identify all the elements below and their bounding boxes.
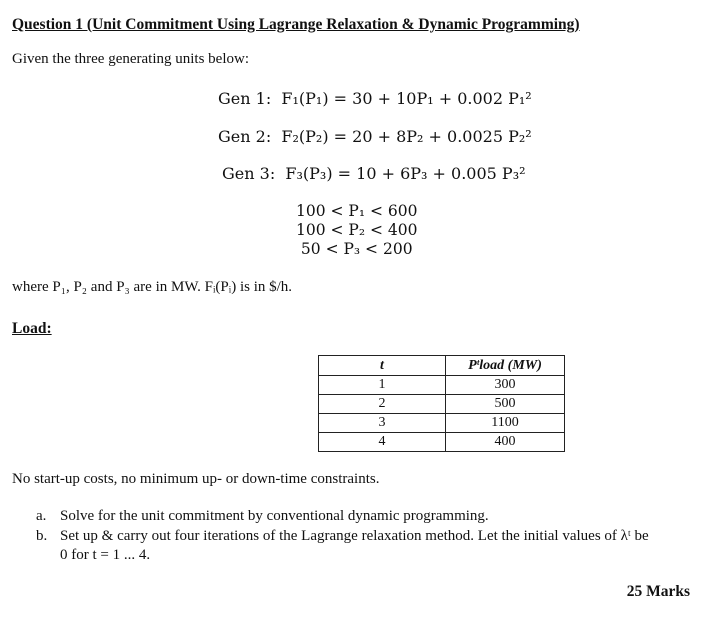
table-row <box>319 395 565 414</box>
gen3-const: 10 <box>356 164 377 183</box>
limit-gen3: 50 < P₃ < 200 <box>296 240 413 258</box>
gen1-lin: 10P₁ <box>396 89 434 108</box>
gen2-quad: 0.0025 P₂² <box>447 127 532 146</box>
gen2-lin: 8P₂ <box>396 127 424 146</box>
gen1-equation: Gen 1: F₁(P₁) = 30 + 10P₁ + 0.002 P₁² <box>218 89 532 108</box>
cell-t: 4 <box>319 433 446 452</box>
gen3-lin: 6P₃ <box>400 164 428 183</box>
header-pload: Pᵗload (MW) <box>446 356 565 376</box>
gen1-quad: 0.002 P₁² <box>457 89 532 108</box>
part-a <box>36 508 489 525</box>
limit-gen2: 100 < P₂ < 400 <box>296 221 418 239</box>
part-a-label: a. <box>36 508 47 524</box>
gen1-lhs: F₁(P₁) <box>281 89 329 108</box>
part-b-text: Set up & carry out four iterations of the Lagrange relaxation method. Let the initial values of λᵗ be <box>60 528 649 544</box>
table-row <box>319 433 565 452</box>
gen1-label: Gen 1: <box>218 89 272 108</box>
question-title: Question 1 (Unit Commitment Using Lagrange Relaxation & Dynamic Programming) <box>12 16 580 33</box>
cell-load: 500 <box>446 395 565 414</box>
header-t: t <box>319 356 446 376</box>
part-b <box>36 527 706 565</box>
cell-load: 300 <box>446 376 565 395</box>
part-b-label: b. <box>36 528 48 544</box>
cell-t: 1 <box>319 376 446 395</box>
gen1-const: 30 <box>352 89 373 108</box>
part-a-text: Solve for the unit commitment by conventional dynamic programming. <box>60 508 489 524</box>
gen3-equation: Gen 3: F₃(P₃) = 10 + 6P₃ + 0.005 P₃² <box>222 164 526 183</box>
cell-t: 2 <box>319 395 446 414</box>
cell-load: 1100 <box>446 414 565 433</box>
gen3-lhs: F₃(P₃) <box>285 164 333 183</box>
gen2-equation: Gen 2: F₂(P₂) = 20 + 8P₂ + 0.0025 P₂² <box>218 127 532 146</box>
constraints-note: No start-up costs, no minimum up- or down-time constraints. <box>12 471 380 487</box>
intro-text: Given the three generating units below: <box>12 51 250 67</box>
gen2-lhs: F₂(P₂) <box>281 127 329 146</box>
cell-t: 3 <box>319 414 446 433</box>
limit-gen1: 100 < P₁ < 600 <box>296 202 418 220</box>
generator-limits <box>296 202 418 259</box>
gen2-label: Gen 2: <box>218 127 272 146</box>
gen2-const: 20 <box>352 127 373 146</box>
part-b-text-continued: 0 for t = 1 ... 4. <box>60 547 151 563</box>
gen3-quad: 0.005 P₃² <box>451 164 526 183</box>
marks-label: 25 Marks <box>626 583 690 600</box>
units-note: where P₁, P₂ and P₃ are in MW. Fᵢ(Pᵢ) is in $/h. <box>12 279 293 295</box>
table-row <box>319 376 565 395</box>
load-table <box>318 355 565 452</box>
table-header-row <box>319 356 565 376</box>
gen3-label: Gen 3: <box>222 164 276 183</box>
table-row <box>319 414 565 433</box>
cell-load: 400 <box>446 433 565 452</box>
load-heading: Load: <box>12 320 52 337</box>
